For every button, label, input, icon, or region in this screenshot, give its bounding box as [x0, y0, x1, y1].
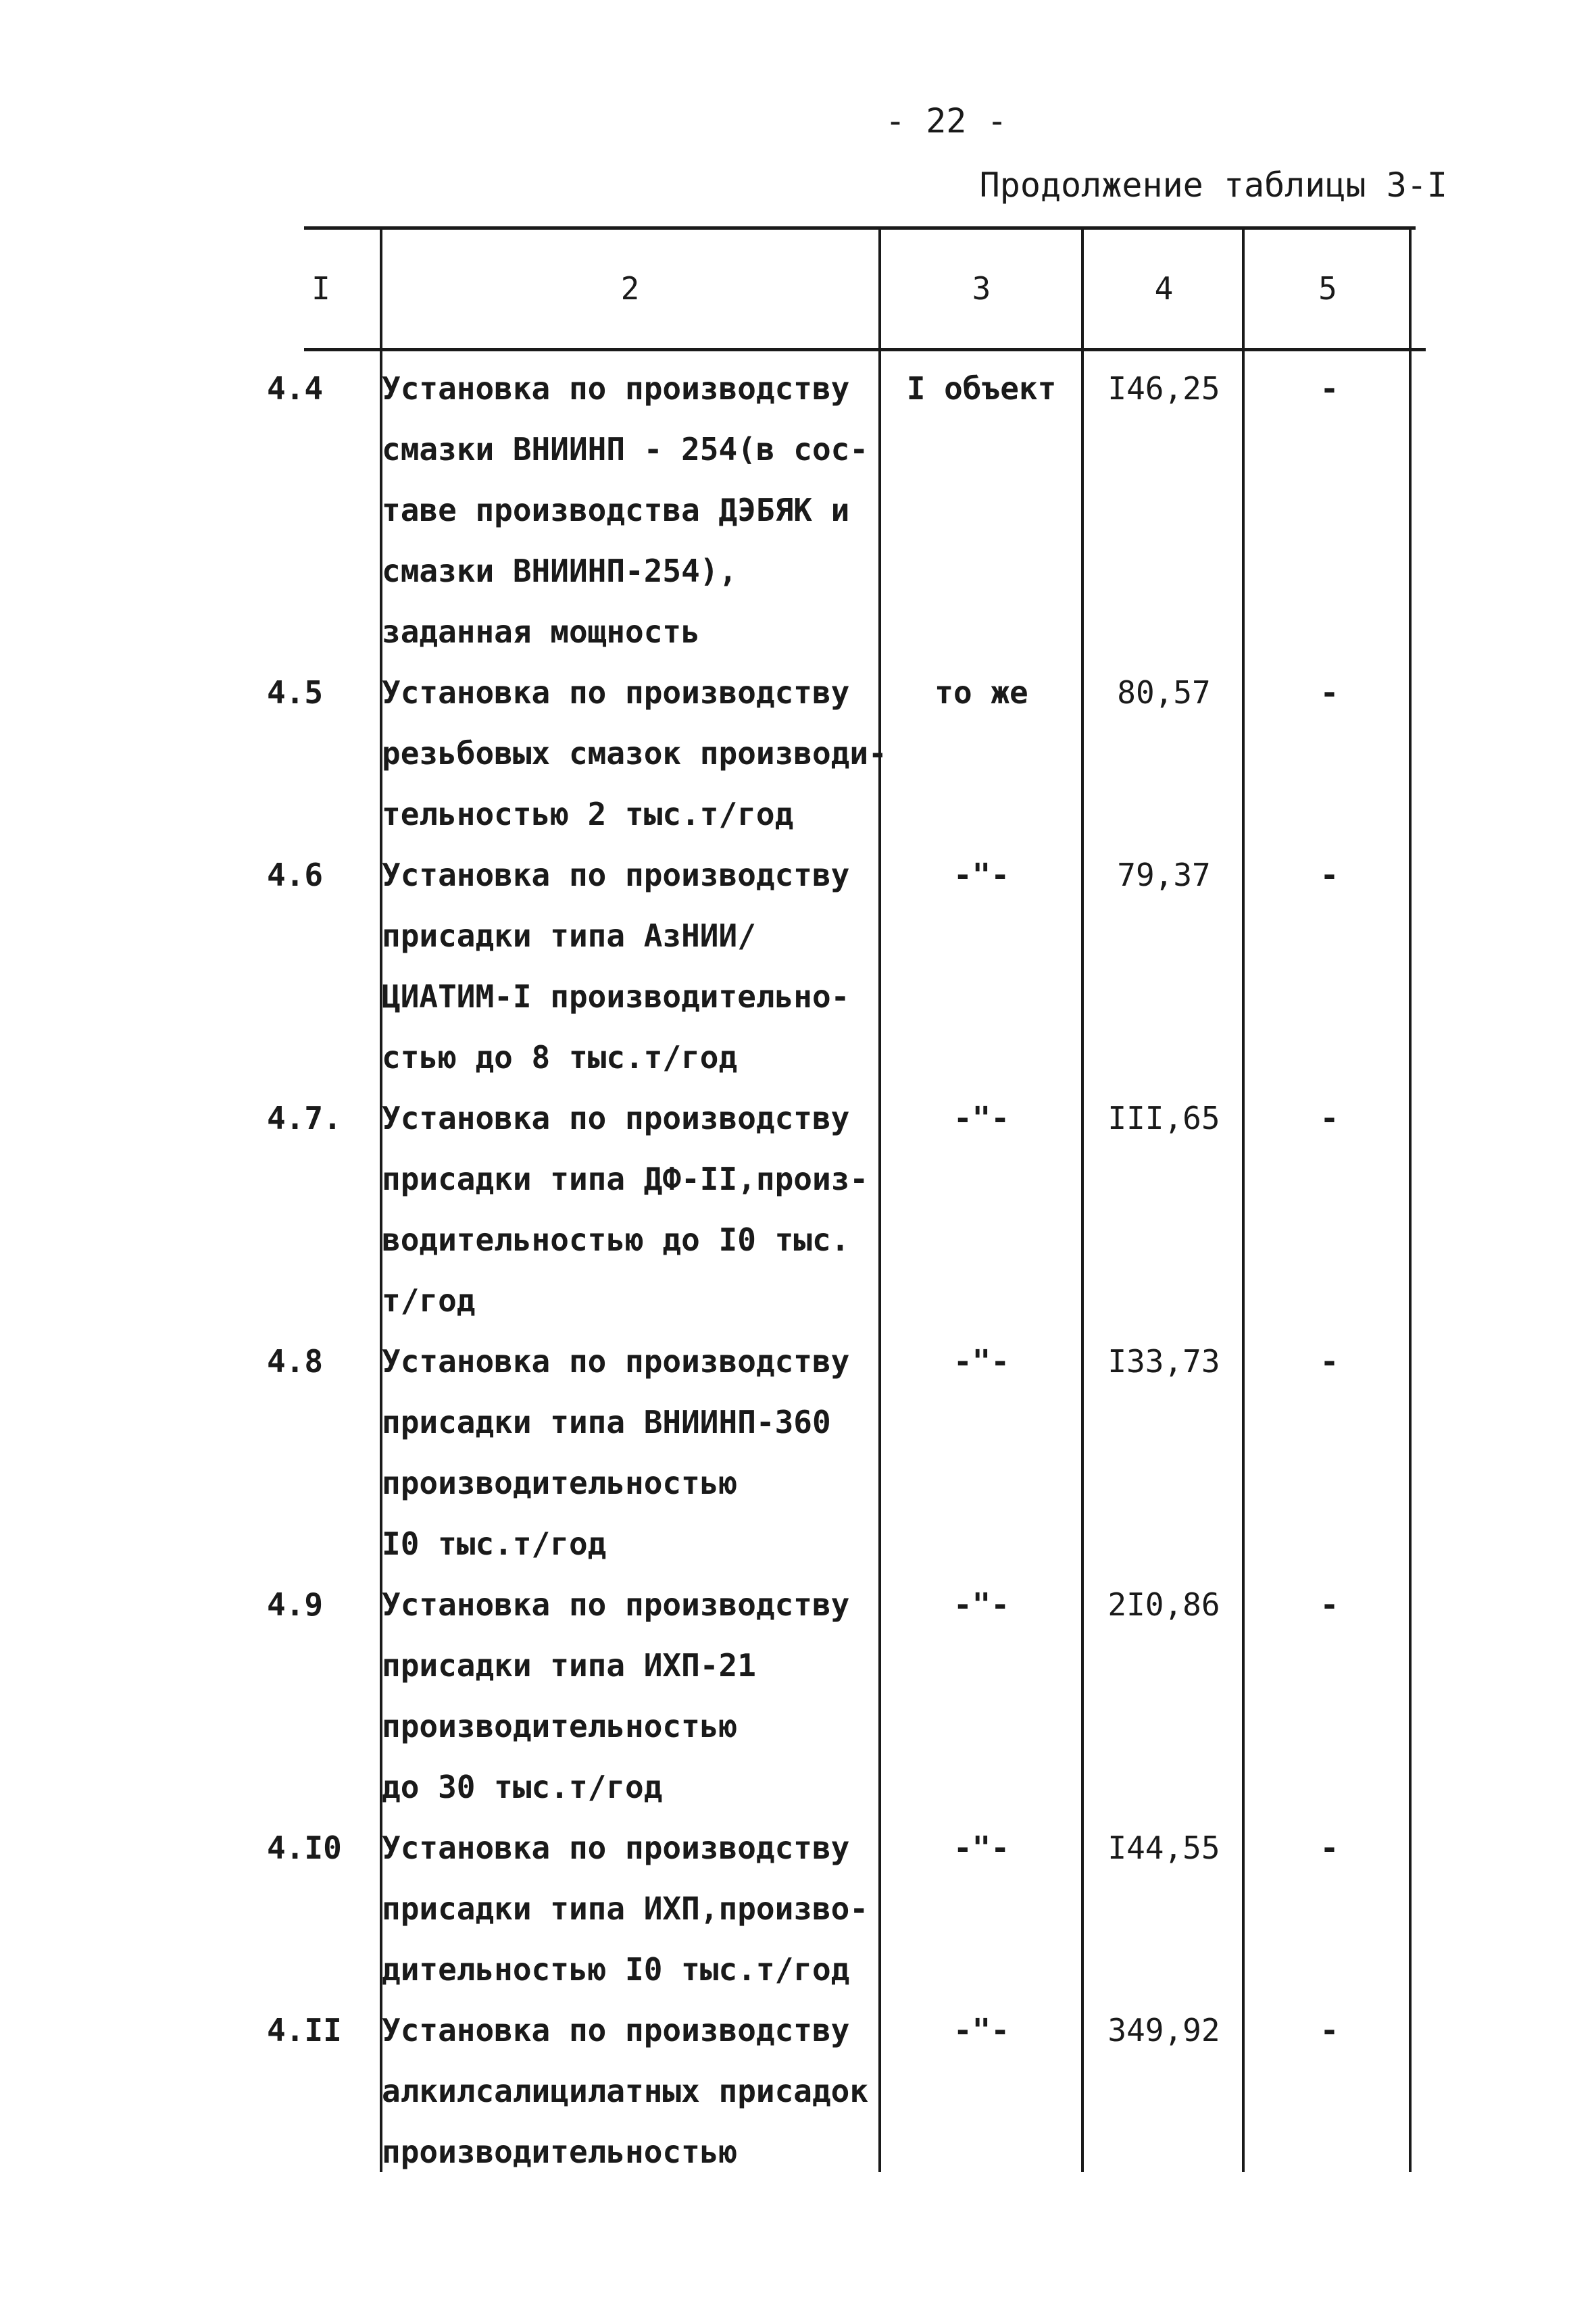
- description-line: Установка по производству: [382, 2012, 850, 2048]
- item-description: [382, 1331, 882, 1574]
- description-line: Установка по производству: [382, 1830, 850, 1866]
- table-row: [0, 2000, 1596, 2182]
- table-row: [0, 358, 1596, 662]
- description-line: присадки типа ИХП,произво-: [382, 1890, 869, 1927]
- description-line: водительностью до I0 тыс.: [382, 1222, 850, 1258]
- item-unit: -"-: [953, 857, 1010, 893]
- table-row: [0, 1817, 1596, 2000]
- description-line: таве производства ДЭБЯК и: [382, 492, 850, 528]
- description-line: стью до 8 тыс.т/год: [382, 1039, 738, 1076]
- description-line: Установка по производству: [382, 674, 850, 711]
- table-row: [0, 1088, 1596, 1331]
- item-value: I46,25: [1107, 370, 1220, 407]
- header-col-2: 2: [620, 270, 640, 307]
- item-col5: -: [1320, 1586, 1339, 1623]
- item-description: [382, 1574, 882, 1817]
- description-line: присадки типа АзНИИ/: [382, 917, 756, 954]
- item-number: 4.4: [267, 370, 324, 407]
- item-number: 4.8: [267, 1343, 324, 1380]
- description-line: до 30 тыс.т/год: [382, 1769, 663, 1805]
- description-line: смазки ВНИИНП - 254(в сос-: [382, 431, 869, 468]
- item-number: 4.II: [267, 2012, 342, 2048]
- description-line: присадки типа ВНИИНП-360: [382, 1404, 831, 1440]
- item-unit: -"-: [953, 2012, 1010, 2048]
- table-row: [0, 662, 1596, 845]
- description-line: Установка по производству: [382, 1586, 850, 1623]
- item-description: [382, 662, 887, 845]
- header-col-4: 4: [1154, 270, 1174, 307]
- item-col5: -: [1320, 857, 1339, 893]
- description-line: I0 тыс.т/год: [382, 1526, 607, 1562]
- description-line: производительностью: [382, 2134, 738, 2170]
- item-number: 4.I0: [267, 1830, 342, 1866]
- table-row: [0, 1331, 1596, 1574]
- table-header-rule: [304, 348, 1426, 351]
- description-line: резьбовых смазок производи-: [382, 735, 887, 772]
- item-value: III,65: [1107, 1100, 1220, 1136]
- item-unit: -"-: [953, 1343, 1010, 1380]
- header-col-1: I: [311, 270, 330, 307]
- item-number: 4.6: [267, 857, 324, 893]
- description-line: Установка по производству: [382, 1100, 850, 1136]
- description-line: производительностью: [382, 1708, 738, 1744]
- item-col5: -: [1320, 1830, 1339, 1866]
- table-body: [0, 358, 1596, 2182]
- item-value: 2I0,86: [1107, 1586, 1220, 1623]
- description-line: ЦИАТИМ-I производительно-: [382, 978, 850, 1015]
- item-col5: -: [1320, 674, 1339, 711]
- description-line: Установка по производству: [382, 857, 850, 893]
- item-number: 4.9: [267, 1586, 324, 1623]
- item-col5: -: [1320, 1343, 1339, 1380]
- item-description: [382, 358, 882, 662]
- description-line: т/год: [382, 1282, 476, 1319]
- item-value: I44,55: [1107, 1830, 1220, 1866]
- description-line: заданная мощность: [382, 613, 700, 650]
- header-col-5: 5: [1318, 270, 1337, 307]
- description-line: присадки типа ДФ-II,произ-: [382, 1161, 869, 1197]
- item-unit: -"-: [953, 1586, 1010, 1623]
- table-row: [0, 1574, 1596, 1817]
- description-line: дительностью I0 тыс.т/год: [382, 1951, 850, 1988]
- item-description: [382, 1088, 882, 1331]
- description-line: алкилсалицилатных присадок: [382, 2073, 869, 2109]
- item-col5: -: [1320, 2012, 1339, 2048]
- table-row: [0, 845, 1596, 1088]
- description-line: присадки типа ИХП-21: [382, 1647, 756, 1684]
- description-line: тельностью 2 тыс.т/год: [382, 796, 794, 832]
- page-number: - 22 -: [885, 101, 1007, 141]
- header-col-3: 3: [972, 270, 991, 307]
- item-unit: -"-: [953, 1830, 1010, 1866]
- item-unit: I объект: [906, 370, 1057, 407]
- item-col5: -: [1320, 1100, 1339, 1136]
- item-unit: то же: [934, 674, 1028, 711]
- description-line: смазки ВНИИНП-254),: [382, 553, 738, 589]
- item-description: [382, 2000, 882, 2182]
- description-line: Установка по производству: [382, 370, 850, 407]
- item-value: 79,37: [1117, 857, 1211, 893]
- item-description: [382, 845, 882, 1088]
- item-unit: -"-: [953, 1100, 1010, 1136]
- item-number: 4.5: [267, 674, 324, 711]
- item-value: I33,73: [1107, 1343, 1220, 1380]
- table-caption: Продолжение таблицы 3-I: [979, 166, 1447, 205]
- table-top-rule: [304, 226, 1416, 230]
- description-line: производительностью: [382, 1465, 738, 1501]
- item-value: 349,92: [1107, 2012, 1220, 2048]
- item-col5: -: [1320, 370, 1339, 407]
- item-number: 4.7.: [267, 1100, 342, 1136]
- item-description: [382, 1817, 882, 2000]
- item-value: 80,57: [1117, 674, 1211, 711]
- description-line: Установка по производству: [382, 1343, 850, 1380]
